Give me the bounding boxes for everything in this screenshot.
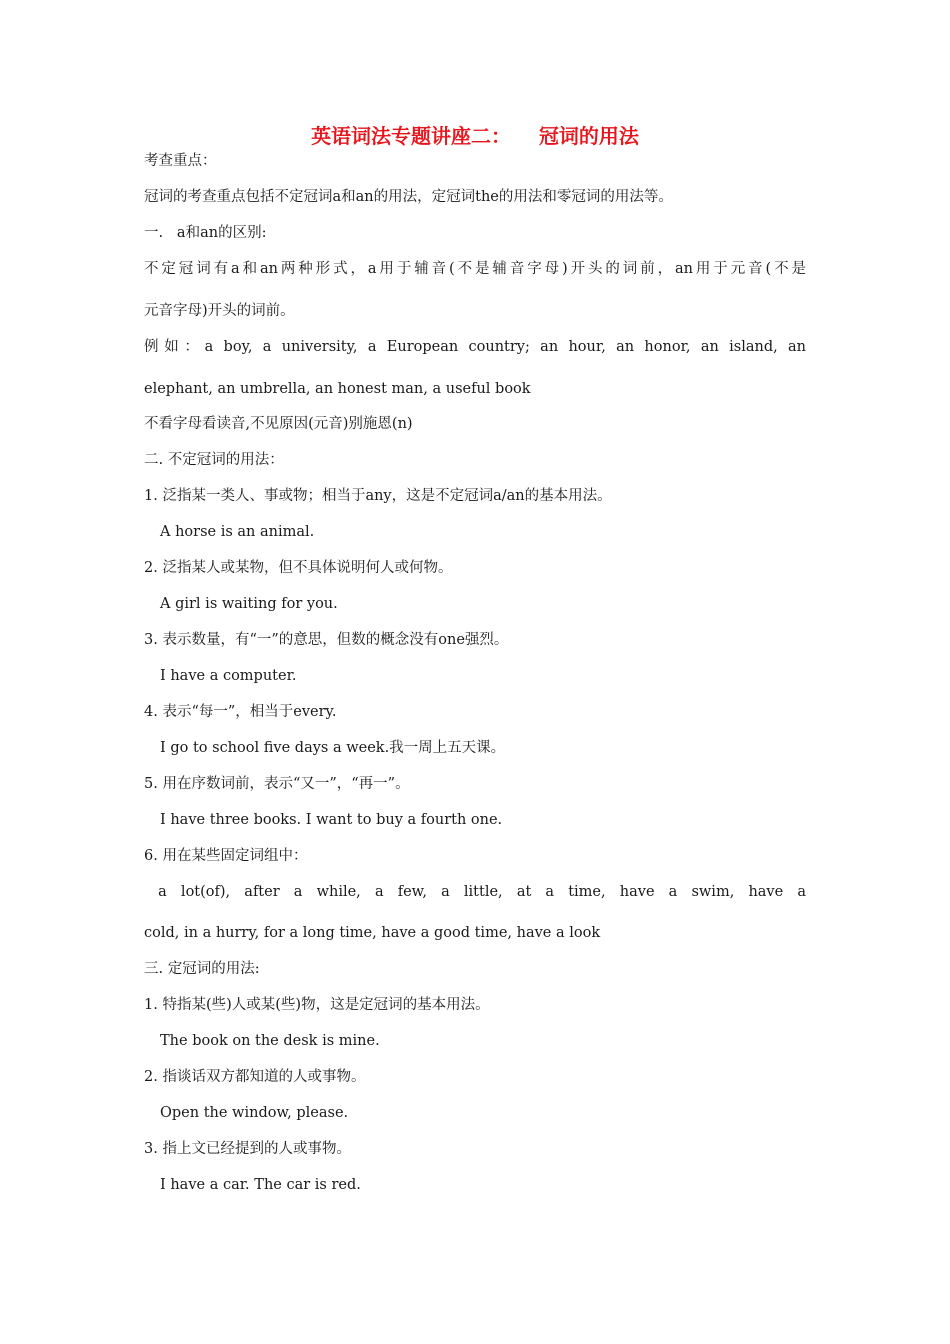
rule-item-5: 5. 用在序数词前，表示“又一”，“再一”。 — [144, 776, 410, 792]
definite-example-3: I have a car. The car is red. — [160, 1177, 361, 1193]
definite-rule-item-3: 3. 指上文已经提到的人或事物。 — [144, 1141, 351, 1157]
rule-item-4: 4. 表示“每一”，相当于every. — [144, 704, 337, 720]
rule-item-6: 6. 用在某些固定词组中： — [144, 848, 308, 864]
definite-rule-item-1: 1. 特指某(些)人或某(些)物，这是定冠词的基本用法。 — [144, 997, 490, 1013]
phrases-line-2: cold, in a hurry, for a long time, have a good time, have a look — [144, 925, 601, 941]
document-title: 英语词法专题讲座二： 冠词的用法 — [311, 124, 639, 148]
phrases-line-1: a lot(of), after a while, a few, a little, at a time, have a swim, have a — [144, 884, 806, 900]
definite-example-2: Open the window, please. — [160, 1105, 349, 1121]
rule-item-1: 1. 泛指某一类人、事或物；相当于any，这是不定冠词a/an的基本用法。 — [144, 488, 612, 504]
examples-line-1: 例如：a boy, a university, a European country; an hour, an honor, an island, an — [144, 339, 806, 355]
mnemonic-line: 不看字母看读音,不见原因(元音)别施恩(n) — [144, 416, 413, 432]
example-sentence-5: I have three books. I want to buy a fourth one. — [160, 812, 503, 828]
section-heading-a-an: 一. a和an的区别: — [144, 225, 267, 241]
example-sentence-2: A girl is waiting for you. — [160, 596, 338, 612]
examples-line-2: elephant, an umbrella, an honest man, a useful book — [144, 381, 531, 397]
rule-item-3: 3. 表示数量，有“一”的意思，但数的概念没有one强烈。 — [144, 632, 509, 648]
paragraph-overview: 冠词的考查重点包括不定冠词a和an的用法，定冠词the的用法和零冠词的用法等。 — [144, 189, 673, 205]
rule-item-2: 2. 泛指某人或某物，但不具体说明何人或何物。 — [144, 560, 453, 576]
definite-rule-item-2: 2. 指谈话双方都知道的人或事物。 — [144, 1069, 366, 1085]
section-heading-definite: 三. 定冠词的用法: — [144, 961, 260, 977]
example-sentence-3: I have a computer. — [160, 668, 297, 684]
paragraph-a-an-line-2: 元音字母)开头的词前。 — [144, 303, 295, 319]
definite-example-1: The book on the desk is mine. — [160, 1033, 380, 1049]
section-heading-key-points: 考查重点： — [144, 153, 217, 169]
example-sentence-1: A horse is an animal. — [160, 524, 315, 540]
section-heading-indefinite: 二. 不定冠词的用法： — [144, 452, 284, 468]
paragraph-a-an-line-1: 不定冠词有a和an两种形式，a用于辅音(不是辅音字母)开头的词前，an用于元音(不是 — [144, 261, 806, 277]
example-sentence-4: I go to school five days a week.我一周上五天课。 — [160, 740, 506, 756]
